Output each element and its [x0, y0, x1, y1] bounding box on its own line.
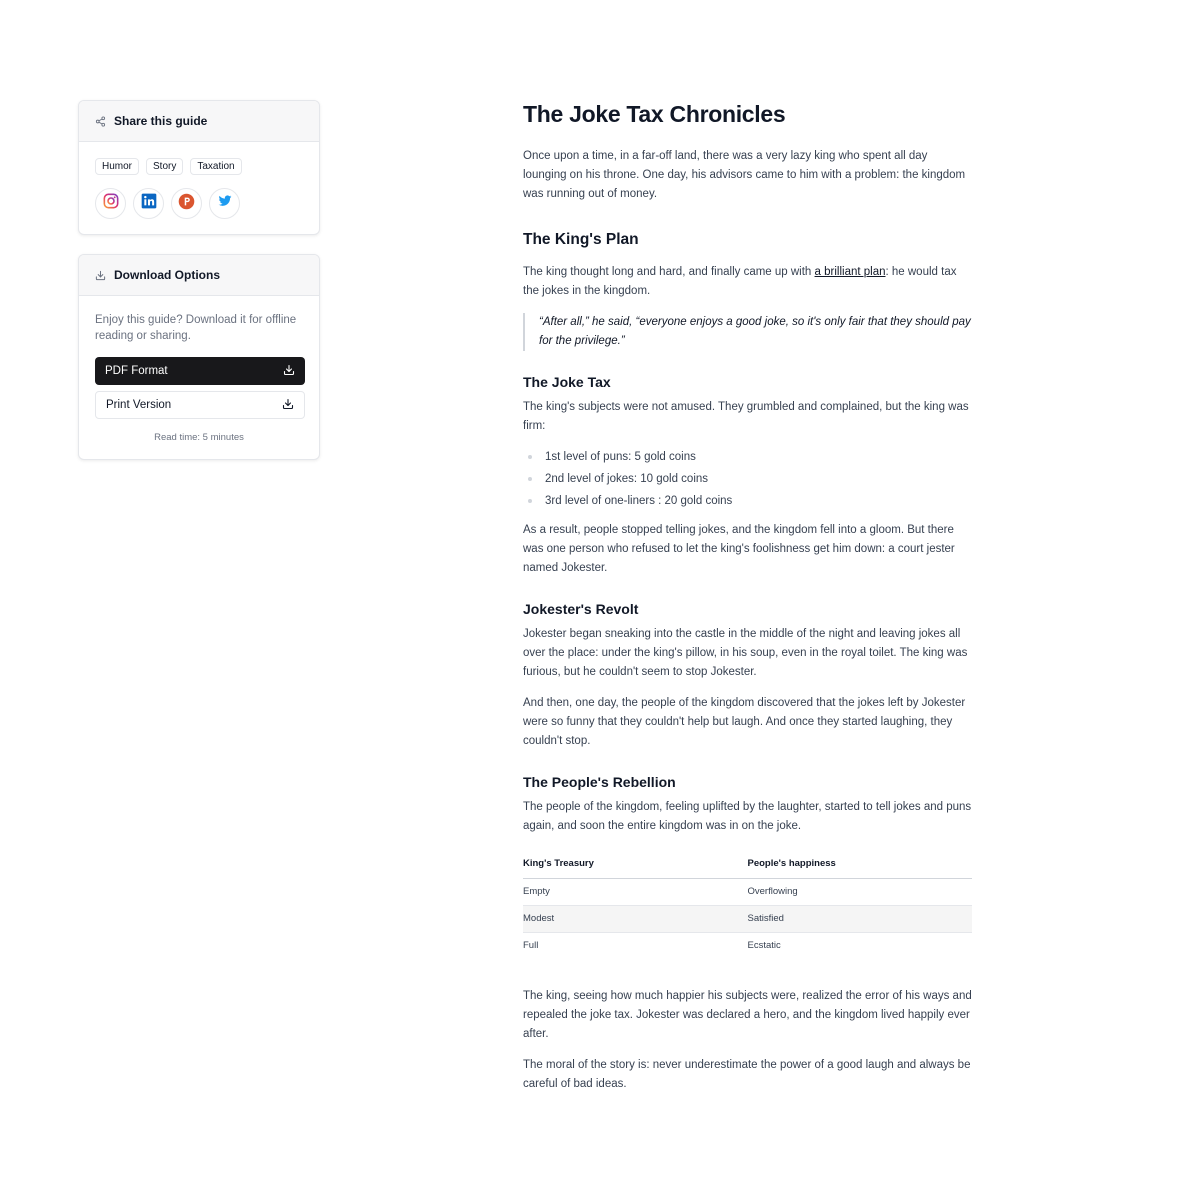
table-row [523, 878, 972, 905]
ending-paragraph: The king, seeing how much happier his subjects were, realized the error of his ways and repealed the joke tax. Jokester was declared a hero, and the kingdom lived happily ever after. [523, 990, 972, 1040]
intro-paragraph: Once upon a time, in a far-off land, there was a very lazy king who spent all day lounging on his throne. One day, his advisors came to him with a problem: the kingdom was running out of money. [523, 150, 966, 200]
producthunt-share-button[interactable] [171, 188, 202, 219]
list-item: 1st level of puns: 5 gold coins [523, 446, 973, 468]
pdf-format-label: PDF Format [105, 365, 168, 377]
moral-paragraph: The moral of the story is: never underestimate the power of a good laugh and always be careful of bad ideas. [523, 1059, 971, 1090]
download-icon [282, 398, 294, 413]
twitter-icon [218, 194, 232, 213]
download-icon [95, 270, 106, 281]
section-heading-joke-tax: The Joke Tax [523, 374, 611, 390]
download-card [78, 254, 320, 460]
social-share-buttons [95, 188, 303, 219]
table-cell: Satisfied [748, 905, 973, 932]
plan-text-before: The king thought long and hard, and finally came up with [523, 266, 815, 278]
list-item: 2nd level of jokes: 10 gold coins [523, 468, 973, 490]
plan-paragraph [523, 263, 973, 301]
download-card-title: Download Options [114, 268, 220, 282]
share-card [78, 100, 320, 235]
download-icon [283, 364, 295, 379]
table-header-treasury: King's Treasury [523, 850, 748, 878]
twitter-share-button[interactable] [209, 188, 240, 219]
tax-paragraph: The king's subjects were not amused. They grumbled and complained, but the king was firm: [523, 401, 969, 432]
instagram-share-button[interactable] [95, 188, 126, 219]
share-card-title: Share this guide [114, 114, 208, 128]
revolt-paragraph-2: And then, one day, the people of the kingdom discovered that the jokes left by Jokester were so funny that they couldn't help but laugh. And once they started laughing, they couldn't stop. [523, 697, 966, 747]
list-item: 3rd level of one-liners : 20 gold coins [523, 490, 973, 512]
table-cell: Full [523, 940, 539, 952]
tag-list [95, 158, 303, 175]
king-quote: “After all,” he said, “everyone enjoys a good joke, so it's only fair that they should pay for the privilege.” [523, 313, 973, 351]
print-version-label: Print Version [106, 399, 172, 411]
rebellion-paragraph: The people of the kingdom, feeling uplifted by the laughter, started to tell jokes and puns again, and soon the entire kingdom was in on the joke. [523, 801, 972, 832]
brilliant-plan-link[interactable]: a brilliant plan [814, 266, 886, 278]
linkedin-icon [141, 193, 157, 214]
download-description: Enjoy this guide? Download it for offline reading or sharing. [95, 314, 297, 342]
share-icon [95, 116, 106, 127]
table-header-row [523, 850, 972, 878]
download-card-header [79, 255, 319, 296]
revolt-paragraph-1: Jokester began sneaking into the castle in the middle of the night and leaving jokes all over the place: under the king's pillow, in his soup, even in the royal toilet. The king was furious, but he couldn't seem to stop Jokester. [523, 628, 968, 678]
result-paragraph: As a result, people stopped telling jokes, and the kingdom fell into a gloom. But there was one person who refused to let the king's foolishness get him down: a court jester named Jokester. [523, 524, 955, 574]
table-row [523, 932, 972, 959]
plan-text-after: : he would tax the jokes in the kingdom. [523, 266, 957, 297]
print-version-button[interactable] [95, 391, 305, 419]
table-cell: Ecstatic [747, 940, 781, 952]
tag-humor[interactable]: Humor [95, 158, 139, 175]
table-cell: Modest [523, 905, 748, 932]
section-heading-kings-plan: The King's Plan [523, 231, 639, 248]
article-title: The Joke Tax Chronicles [523, 101, 786, 127]
table-row [523, 905, 972, 932]
tax-levels-list [523, 446, 973, 512]
tag-story[interactable]: Story [146, 158, 183, 175]
instagram-icon [103, 193, 119, 214]
table-header-happiness: People's happiness [748, 850, 973, 878]
share-card-header [79, 101, 319, 142]
tag-taxation[interactable]: Taxation [190, 158, 241, 175]
table-cell: Overflowing [748, 878, 973, 905]
read-time: Read time: 5 minutes [154, 432, 244, 443]
producthunt-icon [178, 193, 195, 215]
section-heading-peoples-rebellion: The People's Rebellion [523, 774, 676, 790]
article [523, 100, 973, 1094]
linkedin-share-button[interactable] [133, 188, 164, 219]
section-heading-jokesters-revolt: Jokester's Revolt [523, 601, 639, 617]
pdf-format-button[interactable] [95, 357, 305, 385]
table-cell: Empty [523, 878, 748, 905]
treasury-happiness-table [523, 850, 972, 959]
